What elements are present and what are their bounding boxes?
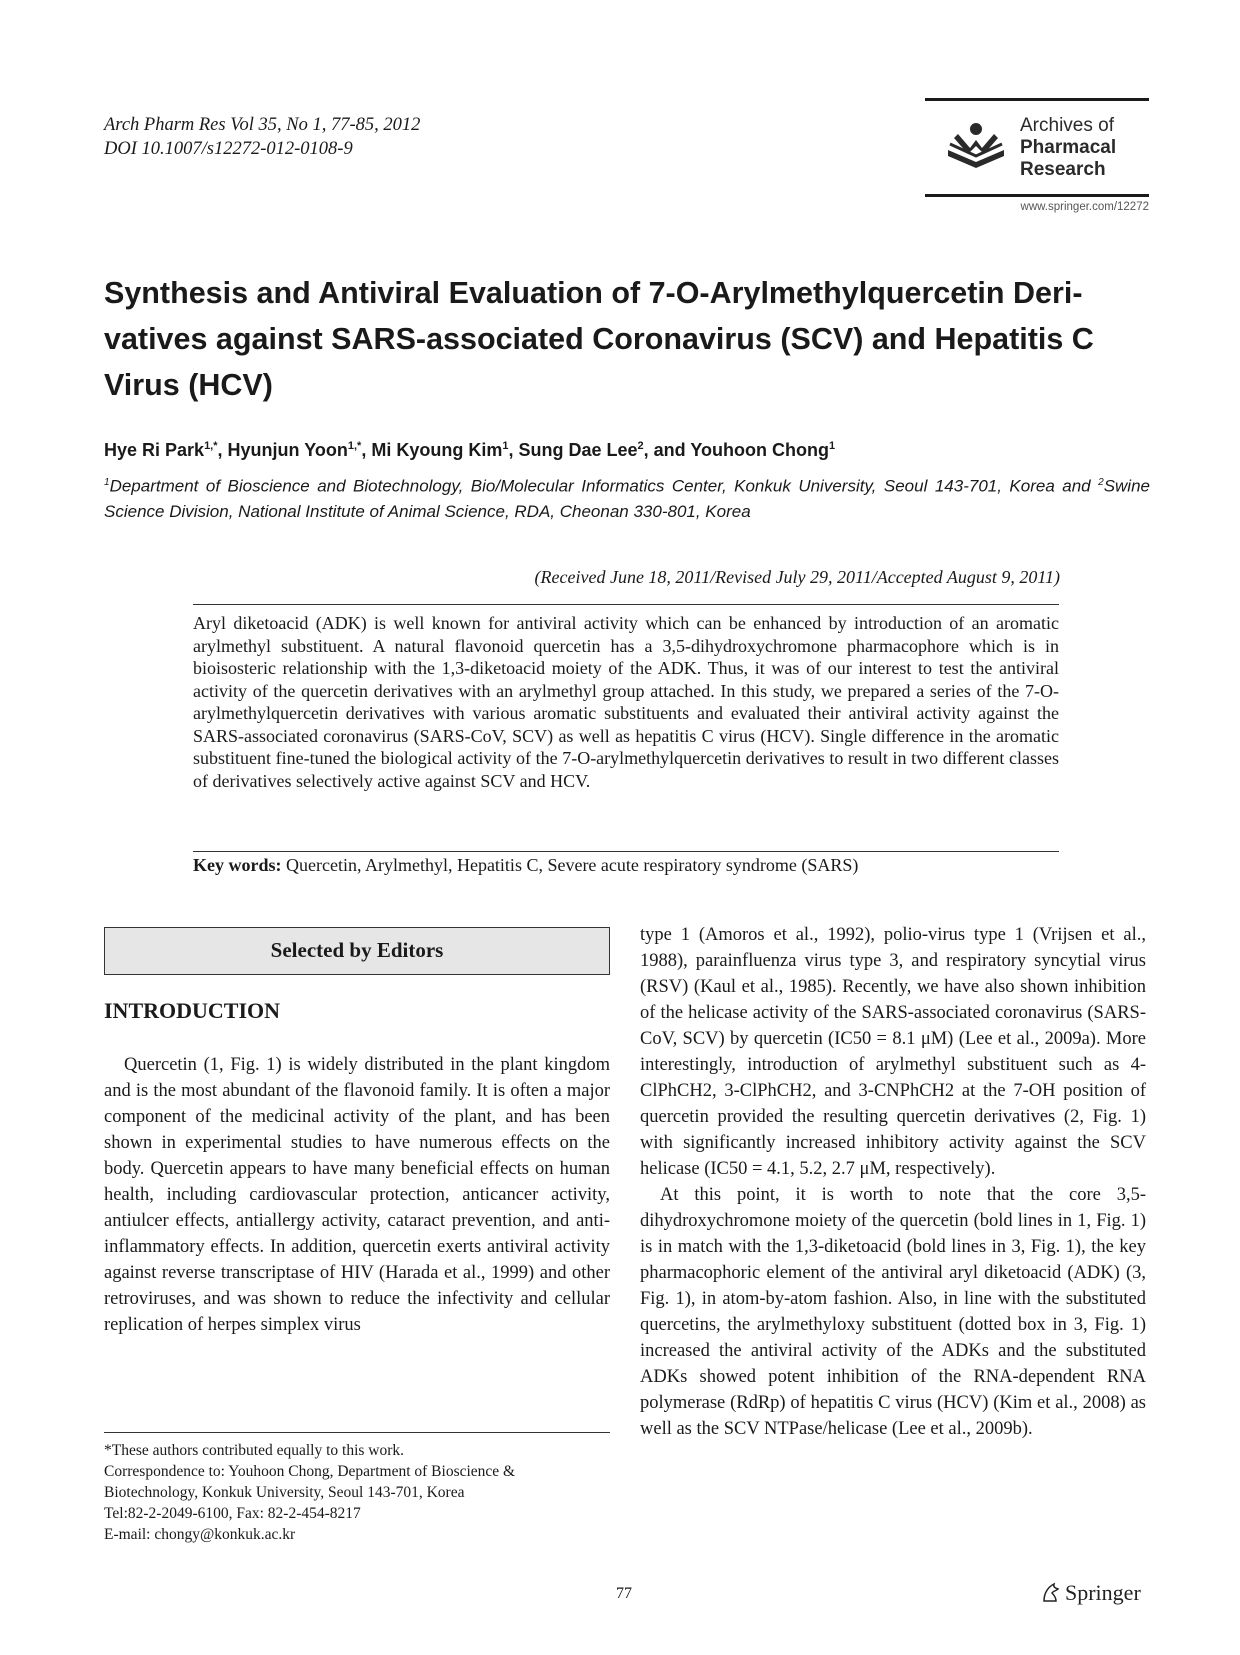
publisher-logo [1040, 1580, 1141, 1606]
logo-wordmark [1020, 115, 1116, 181]
intro-paragraph-1-continued: type 1 (Amoros et al., 1992), polio-virus type 1 (Vrijsen et al., 1988), parainfluenza virus type 3, and respiratory syncytial virus (RSV) (Kaul et al., 1985). Recently, we have also shown inhibition of the helicase activity of the SARS-associated coronavirus (SARS-CoV, SCV) by quercetin (IC50 = 8.1 μM) (Lee et al., 2009a). More interestingly, introduction of arylmethyl substituent such as 4-ClPhCH2, 3-ClPhCH2, and 3-CNPhCH2 at the 7-OH position of quercetin provided the resulting quercetin derivatives (2, Fig. 1) with significantly increased inhibitory activity against the SCV helicase (IC50 = 4.1, 5.2, 2.7 μM, respectively). [640, 925, 1146, 1179]
springer-horse-icon [1040, 1581, 1062, 1603]
affiliation-2: Swine Science Division, National Institute of Animal Science, RDA, Cheonan 330-801, Korea [104, 476, 1150, 521]
abstract-bottom-rule [193, 851, 1059, 852]
paper-title [104, 270, 1154, 408]
abstract-top-rule [193, 604, 1059, 605]
journal-url[interactable]: www.springer.com/12272 [1020, 201, 1149, 213]
footnote-rule [104, 1432, 610, 1433]
right-column [640, 922, 1146, 1442]
logo-bottom-rule [925, 194, 1149, 197]
abstract: Aryl diketoacid (ADK) is well known for antiviral activity which can be enhanced by introduction of an aromatic arylmethyl substituent. A natural flavonoid quercetin has a 3,5-dihydroxychromone pharmacophore which is in bioisosteric relationship with the 1,3-diketoacid moiety of the ADK. Thus, it was of our interest to test the antiviral activity of the quercetin derivatives with an arylmethyl group attached. In this study, we prepared a series of the 7-O-arylmethylquercetin derivatives with various aromatic substituents and evaluated their antiviral activity against the SARS-associated coronavirus (SARS-CoV, SCV) as well as hepatitis C virus (HCV). Single difference in the aromatic substituent fine-tuned the biological activity of the 7-O-arylmethylquercetin derivatives to result in two different classes of derivatives selectively active against SCV and HCV. [193, 613, 1059, 791]
author-affiliation-mark: 2 [637, 440, 644, 452]
affiliations: $^1$Department of Bioscience and Biotechnology, Bio/Molecular Informatics Center, Konkuk University, Seoul 143-701, Korea and $^2$Swine Science Division, National Institute of Animal Science, RDA, Cheonan 330-801, Korea [104, 476, 1150, 521]
intro-paragraph-2: At this point, it is worth to note that the core 3,5-dihydroxychromone moiety of the quercetin (bold lines in 1, Fig. 1) is in match with the 1,3-diketoacid (bold lines in 3, Fig. 1), the key pharmacophoric element of the antiviral aryl diketoacid (ADK) (3, Fig. 1), in atom-by-atom fashion. Also, in line with the substituted quercetins, the arylmethyloxy substituent (dotted box in 3, Fig. 1) increased the antiviral activity of the ADKs and the substituted ADKs showed potent inhibition of the RNA-dependent RNA polymerase (RdRp) of hepatitis C virus (HCV) (Kim et al., 2008) as well as the SCV NTPase/helicase (Lee et al., 2009b). [640, 1185, 1146, 1439]
footnote-correspondence: Correspondence to: Youhoon Chong, Department of Bioscience & Biotechnology, Konkuk University, Seoul 143-701, Korea [104, 1463, 516, 1501]
footnotes [104, 1440, 610, 1545]
logo-line-2: Pharmacal [1020, 137, 1117, 158]
footnote-email[interactable]: E-mail: chongy@konkuk.ac.kr [104, 1526, 296, 1543]
logo-line-1: Archives of [1020, 115, 1114, 136]
author-name: Hyunjun Yoon [227, 440, 348, 460]
title-line-2: vatives against SARS-associated Coronavirus (SCV) and Hepatitis C [104, 322, 1094, 356]
section-heading-introduction: INTRODUCTION [104, 998, 281, 1023]
author-affiliation-mark: 1,* [347, 440, 362, 452]
journal-citation: Arch Pharm Res Vol 35, No 1, 77-85, 2012 [104, 115, 421, 135]
journal-doi: DOI 10.1007/s12272-012-0108-9 [104, 139, 353, 159]
book-person-icon [944, 120, 1008, 172]
author-name: and Youhoon Chong [653, 440, 829, 460]
publisher-name: Springer [1065, 1580, 1141, 1605]
affiliation-1: Department of Bioscience and Biotechnology, Bio/Molecular Informatics Center, Konkuk University, Seoul 143-701, Korea and [109, 476, 1099, 496]
keywords-label: Key words: [193, 855, 282, 875]
title-line-3: Virus (HCV) [104, 368, 273, 402]
journal-logo [925, 98, 1149, 218]
left-column [104, 1052, 610, 1338]
selected-by-editors-box: Selected by Editors [104, 927, 610, 975]
author-name: Sung Dae Lee [518, 440, 638, 460]
author-affiliation-mark: 1 [828, 440, 836, 452]
author-name: Hye Ri Park [104, 440, 205, 460]
received-dates: (Received June 18, 2011/Revised July 29, 2011/Accepted August 9, 2011) [534, 567, 1060, 587]
footnote-phone-fax: Tel:82-2-2049-6100, Fax: 82-2-454-8217 [104, 1505, 361, 1522]
logo-top-rule [925, 98, 1149, 101]
logo-line-3: Research [1020, 159, 1106, 180]
page-number: 77 [616, 1585, 632, 1602]
keywords-list: Quercetin, Arylmethyl, Hepatitis C, Severe acute respiratory syndrome (SARS) [286, 855, 859, 875]
keywords [193, 855, 858, 876]
author-affiliation-mark: 1 [502, 440, 509, 452]
footnote-equal-contribution: *These authors contributed equally to this work. [104, 1442, 405, 1459]
author-name: Mi Kyoung Kim [371, 440, 503, 460]
intro-paragraph-1: Quercetin (1, Fig. 1) is widely distributed in the plant kingdom and is the most abundant of the flavonoid family. It is often a major component of the medicinal activity of the plant, and has been shown in experimental studies to have numerous effects on the body. Quercetin appears to have many beneficial effects on human health, including cardiovascular protection, anticancer activity, antiulcer effects, antiallergy activity, cataract prevention, and anti-inflammatory effects. In addition, quercetin exerts antiviral activity against reverse transcriptase of HIV (Harada et al., 1999) and other retroviruses, and was shown to reduce the infectivity and cellular replication of herpes simplex virus [104, 1055, 610, 1335]
author-affiliation-mark: 1,* [204, 440, 218, 452]
title-line-1: Synthesis and Antiviral Evaluation of 7-O-Arylmethylquercetin Deri- [104, 276, 1083, 310]
author-list: Hye Ri Park$^{1,*}$, Hyunjun Yoon$^{1,*}$, Mi Kyoung Kim$^1$, Sung Dae Lee$^2$, and Youhoon Chong$^1$ [104, 440, 836, 460]
journal-reference [104, 113, 420, 161]
